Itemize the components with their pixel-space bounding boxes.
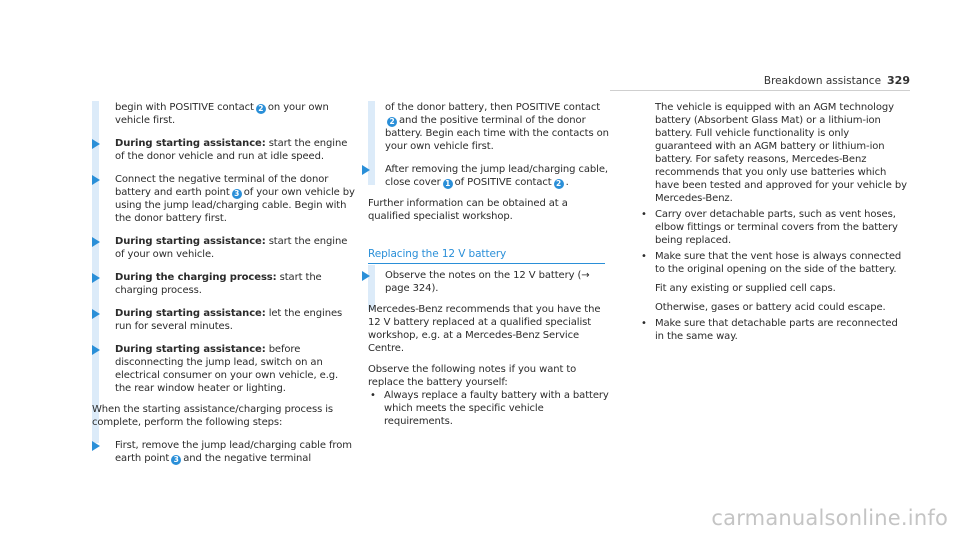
step-arrow-icon <box>92 309 100 319</box>
column-2 <box>368 101 610 223</box>
step: Observe the notes on the 12 V battery (→ page 324). <box>362 269 610 295</box>
heading-underline <box>368 263 605 264</box>
list-item: • Carry over detachable parts, such as vent hoses, elbow fittings or terminal covers from the battery being replaced. <box>639 208 907 247</box>
step: After removing the jump lead/charging cable, close cover 1 of POSITIVE contact 2 . <box>362 163 610 189</box>
paragraph: Fit any existing or supplied cell caps. <box>655 283 836 294</box>
callout-number: 2 <box>554 179 564 189</box>
paragraph: The vehicle is equipped with an AGM technology battery (Absorbent Glass Mat) or a lithium-ion battery. Full vehicle functionality is only guaranteed with an AGM battery or lithium-ion battery. For safety reasons, Mercedes-Benz recommends that you only use batteries which have been tested and approved for your vehicle by Mercedes-Benz. <box>655 102 907 204</box>
step: First, remove the jump lead/charging cable from earth point 3 and the negative terminal <box>92 439 355 465</box>
paragraph: Observe the following notes if you want to replace the battery yourself: <box>368 364 577 388</box>
step: During starting assistance: start the engine of the donor vehicle and run at idle speed. <box>92 137 355 163</box>
column-1 <box>92 101 355 465</box>
step-arrow-icon <box>92 139 100 149</box>
watermark: carmanualsonline.info <box>711 506 948 530</box>
step: During starting assistance: let the engines run for several minutes. <box>92 307 355 333</box>
list-item: • Always replace a faulty battery with a battery which meets the specific vehicle requirements. <box>368 389 610 428</box>
callout-number: 3 <box>232 189 242 199</box>
step-arrow-icon <box>92 441 100 451</box>
list-item: • Make sure that detachable parts are reconnected in the same way. <box>639 317 907 343</box>
section-heading: Replacing the 12 V battery <box>368 248 507 260</box>
step-arrow-icon <box>362 271 370 281</box>
step: During the charging process: start the charging process. <box>92 271 355 297</box>
paragraph: When the starting assistance/charging process is complete, perform the following steps: <box>92 404 334 428</box>
callout-number: 2 <box>387 117 397 127</box>
step: Connect the negative terminal of the donor battery and earth point 3 of your own vehicle by using the jump lead/charging cable. Begin with the donor battery first. <box>92 173 355 225</box>
page-header <box>764 74 910 87</box>
callout-number: 2 <box>256 104 266 114</box>
list-item: • Make sure that the vent hose is always connected to the original opening on the side of the battery. <box>639 250 907 276</box>
paragraph: Otherwise, gases or battery acid could escape. <box>655 302 886 313</box>
step-arrow-icon <box>92 273 100 283</box>
step-arrow-icon <box>92 345 100 355</box>
continued-text: begin with POSITIVE contact 2 on your own vehicle first. <box>115 102 329 126</box>
step-arrow-icon <box>92 175 100 185</box>
callout-number: 3 <box>171 455 181 465</box>
page-number: 329 <box>887 74 910 87</box>
step: During starting assistance: before disconnecting the jump lead, switch on an electrical consumer on your own vehicle, e.g. the rear window heater or lighting. <box>92 343 355 395</box>
step-arrow-icon <box>362 165 370 175</box>
column-2-lower <box>368 269 610 428</box>
step: During starting assistance: start the engine of your own vehicle. <box>92 235 355 261</box>
step-arrow-icon <box>92 237 100 247</box>
callout-number: 1 <box>443 179 453 189</box>
continued-text: of the donor battery, then POSITIVE contact2 and the positive terminal of the donor battery. Begin each time with the contacts on your own vehicle first. <box>385 102 609 152</box>
paragraph: Further information can be obtained at a qualified specialist workshop. <box>368 198 568 222</box>
header-divider <box>610 90 910 91</box>
column-3 <box>639 101 907 343</box>
section-title: Breakdown assistance <box>763 75 882 87</box>
paragraph: Mercedes-Benz recommends that you have the 12 V battery replaced at a qualified specialist workshop, e.g. at a Mercedes-Benz Service Centre. <box>368 304 601 354</box>
